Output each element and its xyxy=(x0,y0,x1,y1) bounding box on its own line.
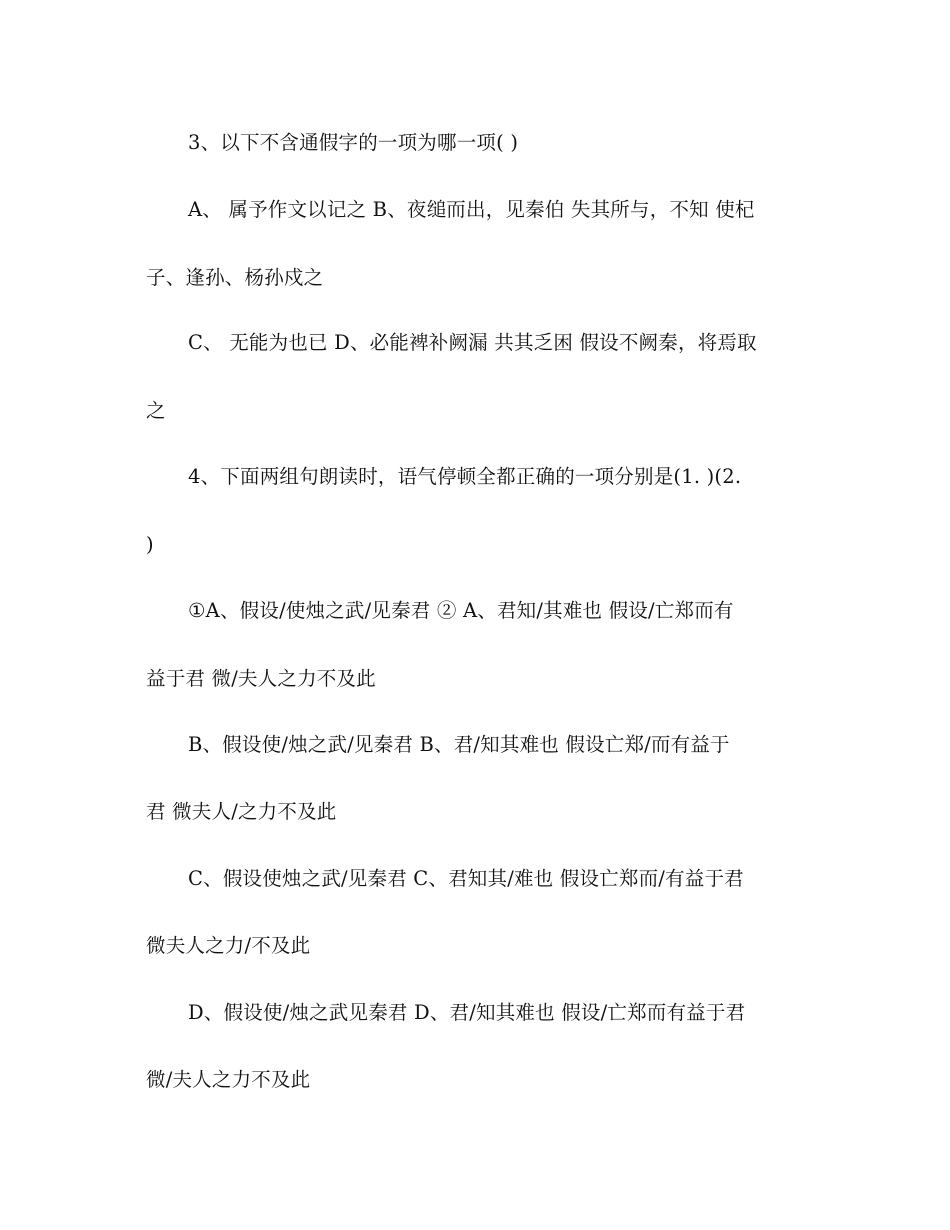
question-3-options-cd-continued: 之 xyxy=(146,399,166,422)
question-4-option-c: C、假设使烛之武/见秦君 C、君知其/难也 假设亡郑而/有益于君 xyxy=(188,867,744,890)
question-4-option-c-continued: 微夫人之力/不及此 xyxy=(146,934,311,957)
question-3-options-ab: A、 属予作文以记之 B、夜缒而出，见秦伯 失其所与，不知 使杞 xyxy=(188,198,755,221)
question-4-option-a-continued: 益于君 微/夫人之力不及此 xyxy=(146,667,376,690)
question-4-option-a: ①A、假设/使烛之武/见秦君 ② A、君知/其难也 假设/亡郑而有 xyxy=(188,599,734,622)
question-4-option-d-continued: 微/夫人之力不及此 xyxy=(146,1068,311,1091)
question-4-option-b: B、假设使/烛之武/见秦君 B、君/知其难也 假设亡郑/而有益于 xyxy=(188,733,730,756)
question-3-stem: 3、以下不含通假字的一项为哪一项( ) xyxy=(188,131,519,154)
question-4-stem: 4、下面两组句朗读时，语气停顿全都正确的一项分别是(1. )(2. xyxy=(188,465,742,488)
question-3-options-cd: C、 无能为也已 D、必能裨补阙漏 共其乏困 假设不阙秦，将焉取 xyxy=(188,331,757,354)
question-4-option-b-continued: 君 微夫人/之力不及此 xyxy=(146,800,337,823)
question-4-option-d: D、假设使/烛之武见秦君 D、君/知其难也 假设/亡郑而有益于君 xyxy=(188,1001,746,1024)
question-4-stem-continued: ) xyxy=(146,533,154,556)
question-3-options-ab-continued: 子、逢孙、杨孙戍之 xyxy=(146,266,324,289)
